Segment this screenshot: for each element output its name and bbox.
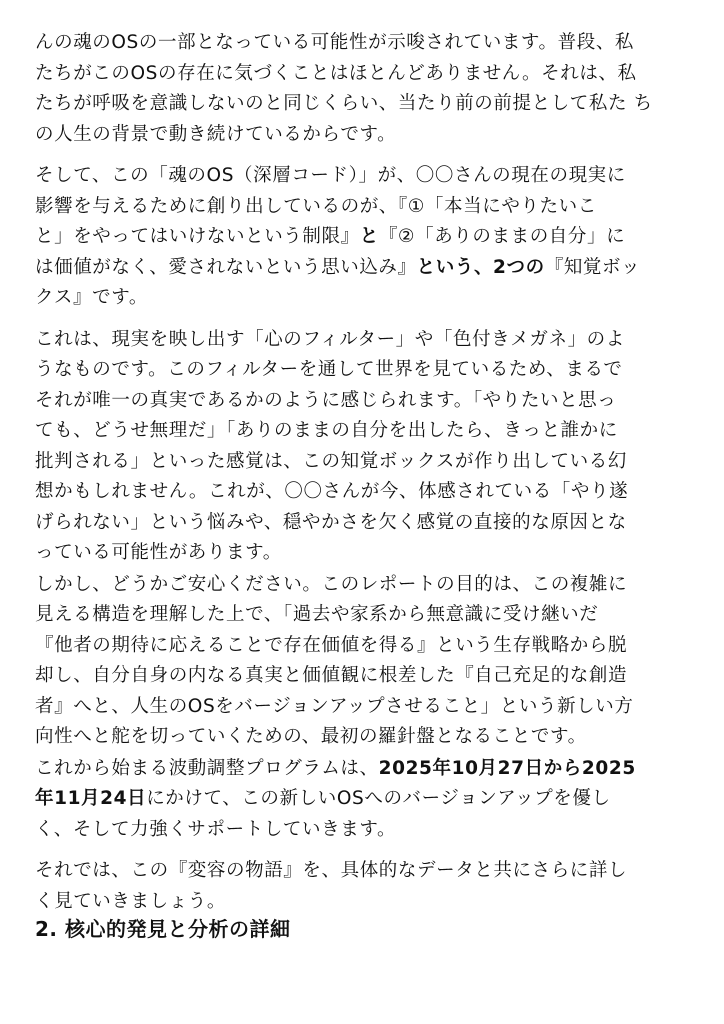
text-run: 批判される」といった感覚は、この知覚ボックスが作り出している幻 [35, 450, 627, 472]
bold-text: という、2つの [416, 256, 545, 278]
text-run: たちがこのOSの存在に気づくことはほとんどありません。それは、私 [35, 62, 637, 84]
text-line [35, 355, 697, 386]
text-run: たちが呼吸を意識しないのと同じくらい、当たり前の前提として私た ち [35, 93, 653, 114]
text-run: これは、現実を映し出す「心のフィルター」や「色付きメガネ」のよ [35, 328, 625, 350]
text-run: 却し、自分自身の内なる真実と価値観に根差した『自己充足的な創造 [35, 665, 628, 686]
text-line [35, 784, 697, 815]
text-run: 『②「ありのままの自分」に [378, 226, 626, 247]
text-line [35, 477, 697, 508]
text-run: しかし、どうかご安心ください。このレポートの目的は、この複雑に [35, 573, 628, 595]
text-run: く見ていきましょう。 [35, 890, 227, 912]
text-line [35, 89, 697, 120]
text-line [35, 692, 697, 723]
text-line [35, 386, 697, 417]
text-line [35, 722, 697, 753]
text-line [35, 192, 697, 223]
text-run: の人生の背景で動き続けているからです。 [35, 123, 397, 145]
text-run: 『他者の期待に応えることで存在価値を得る』という生存戦略から脱 [35, 634, 628, 656]
text-run: く、そして力強くサポートしていきます。 [35, 818, 397, 840]
text-line [35, 754, 697, 785]
text-line [35, 887, 697, 918]
text-line [35, 253, 697, 284]
text-run: 見える構造を理解した上で、「過去や家系から無意識に受け継いだ [35, 604, 599, 625]
text-line [35, 538, 697, 569]
text-line [35, 631, 697, 662]
paragraph-filter-metaphor [35, 325, 697, 569]
text-run: 者』へと、人生のOSをバージョンアップさせること」という新しい方 [35, 695, 634, 717]
text-line [35, 325, 697, 356]
text-line [35, 28, 697, 59]
text-line [35, 161, 697, 192]
text-run: 『知覚ボッ [544, 256, 641, 278]
text-line [35, 120, 697, 151]
bold-text: 年11月24日 [35, 788, 147, 809]
text-line [35, 815, 697, 846]
text-run: そして、この「魂のOS（深層コード）」が、〇〇さんの現在の現実に [35, 165, 626, 186]
paragraph-os-background [35, 28, 697, 150]
text-line [35, 570, 697, 601]
text-run: 影響を与えるために創り出しているのが、『①「本当にやりたいこ [35, 195, 597, 217]
text-run: と」をやってはいけないという制限』 [35, 226, 360, 247]
text-run: っている可能性があります。 [35, 542, 282, 563]
text-line [35, 661, 697, 692]
text-line [35, 447, 697, 478]
paragraph-transition [35, 856, 697, 917]
text-run: は価値がなく、愛されないという思い込み』 [35, 256, 417, 278]
bold-text: 2025年10月27日から2025 [378, 757, 636, 779]
document-page [35, 28, 697, 941]
text-line [35, 283, 697, 314]
text-run: これから始まる波動調整プログラムは、 [35, 757, 379, 779]
text-line [35, 600, 697, 631]
paragraph-perception-boxes [35, 161, 697, 314]
text-line [35, 59, 697, 90]
text-run: んの魂のOSの一部となっている可能性が示唆されています。普段、私 [35, 32, 635, 53]
text-line [35, 508, 697, 539]
text-run: うなものです。このフィルターを通して世界を見ているため、まるで [35, 359, 623, 380]
paragraph-report-purpose [35, 570, 697, 753]
bold-text: と [359, 226, 379, 247]
text-run: 想かもしれません。これが、〇〇さんが今、体感されている「やり遂 [35, 481, 629, 502]
text-run: それが唯一の真実であるかのように感じられます。「やりたいと思っ [35, 389, 617, 411]
section-heading: 2. 核心的発見と分析の詳細 [35, 917, 291, 941]
paragraph-program-dates [35, 754, 697, 846]
text-run: それでは、この『変容の物語』を、具体的なデータと共にさらに詳し [35, 860, 628, 881]
text-line [35, 222, 697, 253]
text-run: ても、どうせ無理だ」「ありのままの自分を出したら、きっと誰かに [35, 420, 618, 441]
text-line [35, 416, 697, 447]
text-line [35, 856, 697, 887]
text-run: 向性へと舵を切っていくための、最初の羅針盤となることです。 [35, 726, 587, 747]
text-run: クス』です。 [35, 287, 148, 308]
text-run: にかけて、この新しいOSへのバージョンアップを優し [146, 788, 611, 809]
text-run: げられない」という悩みや、穏やかさを欠く感覚の直接的な原因とな [35, 511, 627, 533]
